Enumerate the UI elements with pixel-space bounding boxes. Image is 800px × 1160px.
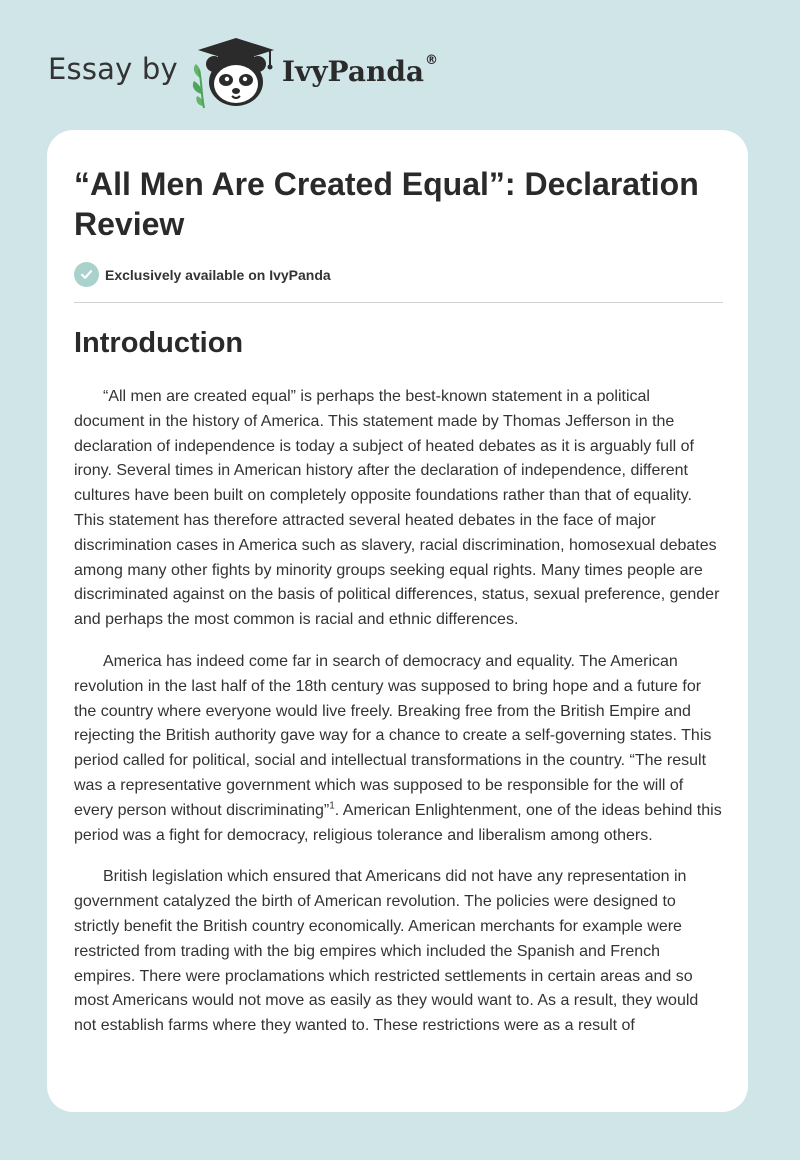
badge-label: Exclusively available on IvyPanda: [105, 266, 331, 283]
paragraph: [74, 650, 723, 848]
registered-mark: ®: [425, 52, 439, 68]
paragraph: British legislation which ensured that Americans did not have any representation in government catalyzed the birth of American revolution. The policies were designed to strictly benefit the British country economically. American merchants for example were restricted from trading with the big empires which included the Spanish and French empires. There were proclamations which restricted settlements in certain areas and so most Americans would not move as easily as they would want to. As a result, they would not establish farms where they wanted to. These restrictions were as a result of: [74, 868, 699, 1035]
check-icon: [74, 262, 99, 287]
page-title: “All Men Are Created Equal”: Declaration Review: [74, 166, 699, 242]
ivypanda-logo-icon[interactable]: [188, 34, 280, 110]
section-heading: Introduction: [74, 327, 244, 359]
brand-name[interactable]: [281, 52, 439, 88]
paragraph-text: America has indeed come far in search of democracy and equality. The American revolution in the last half of the 18th century was supposed to bring hope and a future for the country where everyone would live freely. Breaking free from the British Empire and rejecting the British authority gave way for a chance to create a self-governing states. This period called for political, social and intellectual transformations in the country. “The result was a representative government which was supposed to be responsible for the will of every person without discriminating”: [74, 652, 712, 819]
footnote-ref[interactable]: 1: [329, 800, 335, 812]
brand-text: IvyPanda: [281, 54, 425, 88]
site-header: [48, 34, 438, 110]
paragraph: “All men are created equal” is perhaps the best-known statement in a political document in the history of America. This statement made by Thomas Jefferson in the declaration of independence is today a subject of heated debates as it is arguably full of irony. Several times in American history after the declaration of independence, different cultures have been built on completely opposite foundations rather than that of equality. This statement has therefore attracted several heated debates in the face of major discrimination cases in America such as slavery, racial discrimination, homosexual debates among many other fights by minority groups seeking equal rights. Many times people are discriminated against on the basis of political differences, status, sexual preference, gender and perhaps the most common is racial and ethnic differences.: [74, 388, 720, 629]
essay-by-label: Essay by: [48, 52, 178, 86]
essay-card: [47, 130, 748, 1112]
exclusive-badge: [74, 262, 331, 287]
divider: [74, 302, 723, 303]
paragraph-text-tail: . American Enlightenment, one of the ideas behind this period was a fight for democracy, religious tolerance and liberalism among others.: [74, 801, 722, 844]
article-body: [74, 385, 723, 1056]
